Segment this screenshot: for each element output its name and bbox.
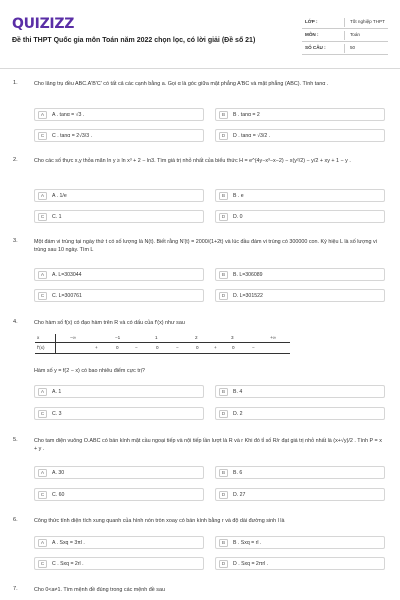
option-text: C. 60 — [52, 492, 65, 498]
option-letter: D — [219, 560, 228, 568]
option-text: A. L=303044 — [52, 272, 82, 278]
option-letter: D — [219, 132, 228, 140]
option-text: B. 4 — [233, 389, 243, 395]
question-subtext: Hàm số y = f(2 − x) có bao nhiêu điểm cực trị? — [34, 368, 145, 374]
sign-table — [35, 334, 290, 354]
option-letter: A — [38, 469, 47, 477]
option-letter: B — [219, 192, 228, 200]
option-letter: D — [219, 491, 228, 499]
option-c[interactable] — [34, 210, 204, 223]
option-text: C. L=300761 — [52, 293, 82, 299]
option-text: D. 27 — [233, 492, 246, 498]
option-c[interactable] — [34, 289, 204, 302]
meta-value: Toán — [350, 32, 360, 37]
option-text: B . tanα = 2 — [233, 112, 260, 118]
sign-table-x-value: −1 — [115, 335, 121, 340]
question-number: 5. — [13, 437, 18, 443]
option-text: D. 2 — [233, 411, 243, 417]
option-a[interactable] — [34, 385, 204, 398]
sign-table-x-value: 1 — [155, 335, 158, 340]
option-letter: A — [38, 388, 47, 396]
question-number: 1. — [13, 80, 18, 86]
sign-table-sign: 0 — [116, 345, 119, 350]
option-b[interactable] — [215, 108, 385, 121]
option-d[interactable] — [215, 557, 385, 570]
option-text: C . tanα = 2√3/3 . — [52, 133, 93, 139]
option-letter: B — [219, 388, 228, 396]
option-letter: D — [219, 292, 228, 300]
option-letter: B — [219, 469, 228, 477]
option-letter: C — [38, 132, 47, 140]
sign-table-x-value: 3 — [231, 335, 234, 340]
question-text: Cho tam diện vuông O.ABC có bán kính mặt cầu ngoại tiếp và nội tiếp lần lượt là R và r Khi đó tỉ số R/r đạt giá trị nhỏ nhất là (x+√y)/2 . Tính P = x + y . — [34, 438, 382, 452]
option-text: A . tanα = √3 . — [52, 112, 85, 118]
option-letter: B — [219, 111, 228, 119]
option-d[interactable] — [215, 129, 385, 142]
option-a[interactable] — [34, 108, 204, 121]
meta-label: MÔN : — [305, 32, 319, 37]
sign-table-x-value: −∞ — [70, 335, 76, 340]
option-text: B. 6 — [233, 470, 243, 476]
option-letter: B — [219, 271, 228, 279]
question-text: Cho hàm số f(x) có đạo hàm trên R và có dấu của f'(x) như sau — [34, 320, 185, 326]
sign-table-sign: 0 — [196, 345, 199, 350]
option-text: D. 0 — [233, 214, 243, 220]
option-letter: A — [38, 192, 47, 200]
question-text: Cho các số thực x,y thỏa mãn ln y ≥ ln x³ + 2 − ln3. Tìm giá trị nhỏ nhất của biểu thức H = e^(4y−x³−x−2) − x(y²/2) − y/2 + xy + 1 − y . — [34, 158, 351, 164]
option-letter: C — [38, 410, 47, 418]
question-number: 2. — [13, 157, 18, 163]
option-letter: C — [38, 491, 47, 499]
option-b[interactable] — [215, 189, 385, 202]
option-letter: D — [219, 213, 228, 221]
option-letter: A — [38, 271, 47, 279]
sign-table-sign: − — [176, 345, 179, 350]
sign-table-x-value: +∞ — [270, 335, 276, 340]
option-text: C. 3 — [52, 411, 62, 417]
sign-table-x-label: x — [37, 335, 40, 340]
option-letter: D — [219, 410, 228, 418]
sign-table-sign: 0 — [156, 345, 159, 350]
sign-table-x-value: 2 — [195, 335, 198, 340]
option-letter: A — [38, 111, 47, 119]
option-text: A . Sxq = 3πl . — [52, 540, 85, 546]
question-text: Cho 0<a≠1. Tìm mệnh đề đúng trong các mệnh đề sau — [34, 587, 165, 593]
option-text: C. 1 — [52, 214, 62, 220]
sign-table-fx-label: f'(x) — [37, 345, 45, 350]
meta-row-subject — [302, 29, 388, 42]
sign-table-sign: − — [135, 345, 138, 350]
option-text: C . Sxq = 2rl . — [52, 561, 84, 567]
option-letter: B — [219, 539, 228, 547]
option-c[interactable] — [34, 407, 204, 420]
meta-label: LỚP : — [305, 19, 318, 24]
option-letter: C — [38, 213, 47, 221]
option-text: B. L=306089 — [233, 272, 263, 278]
question-text: Cho lăng trụ đều ABC.A'B'C' có tất cả các cạnh bằng a. Gọi α là góc giữa mặt phẳng A'BC và mặt phẳng (ABC). Tính tanα . — [34, 81, 329, 87]
option-letter: C — [38, 292, 47, 300]
option-letter: A — [38, 539, 47, 547]
meta-table — [302, 16, 388, 55]
option-text: D. L=301522 — [233, 293, 263, 299]
sign-table-sign: − — [252, 345, 255, 350]
sign-table-sign: 0 — [232, 345, 235, 350]
sign-table-sign: + — [95, 345, 98, 350]
meta-value: 50 — [350, 45, 356, 50]
option-a[interactable] — [34, 536, 204, 549]
option-d[interactable] — [215, 407, 385, 420]
question-number: 6. — [13, 517, 18, 523]
sign-table-sign: + — [214, 345, 217, 350]
option-d[interactable] — [215, 488, 385, 501]
option-text: A. 1 — [52, 389, 62, 395]
option-d[interactable] — [215, 210, 385, 223]
option-text: D . Sxq = 2πrl . — [233, 561, 269, 567]
document-title: Đề thi THPT Quốc gia môn Toán năm 2022 chọn lọc, có lời giải (Đề số 21) — [12, 37, 256, 44]
meta-label: SỐ CÂU : — [305, 45, 326, 50]
option-b[interactable] — [215, 466, 385, 479]
option-text: A . 1/e — [52, 193, 67, 199]
question-text: Một đám vi trùng tại ngày thứ t có số lượng là N(t). Biết rằng N'(t) = 2000/(1+2t) và lúc đầu đám vi trùng có 300000 con. Ký hiệu L là số lượng vi trùng sau 10 ngày. Tìm L — [34, 239, 377, 253]
question-number: 3. — [13, 238, 18, 244]
option-a[interactable] — [34, 466, 204, 479]
option-text: B . e — [233, 193, 244, 199]
option-c[interactable] — [34, 129, 204, 142]
option-d[interactable] — [215, 289, 385, 302]
option-b[interactable] — [215, 268, 385, 281]
worksheet-header — [12, 12, 388, 64]
option-a[interactable] — [34, 268, 204, 281]
option-b[interactable] — [215, 536, 385, 549]
option-text: D . tanα = √3/2 . — [233, 133, 271, 139]
option-text: B . Sxq = rl . — [233, 540, 262, 546]
option-c[interactable] — [34, 488, 204, 501]
meta-row-class — [302, 16, 388, 29]
header-divider — [0, 68, 400, 69]
option-a[interactable] — [34, 189, 204, 202]
meta-value: Tốt nghiệp THPT — [350, 19, 385, 24]
question-number: 7. — [13, 586, 18, 592]
meta-row-count — [302, 42, 388, 55]
question-text: Công thức tính diện tích xung quanh của hình nón tròn xoay có bán kính bằng r và độ dài đường sinh l là — [34, 518, 285, 524]
option-b[interactable] — [215, 385, 385, 398]
option-letter: C — [38, 560, 47, 568]
question-number: 4. — [13, 319, 18, 325]
quizizz-logo: QUIZIZZ — [12, 16, 75, 32]
option-c[interactable] — [34, 557, 204, 570]
option-text: A. 30 — [52, 470, 65, 476]
